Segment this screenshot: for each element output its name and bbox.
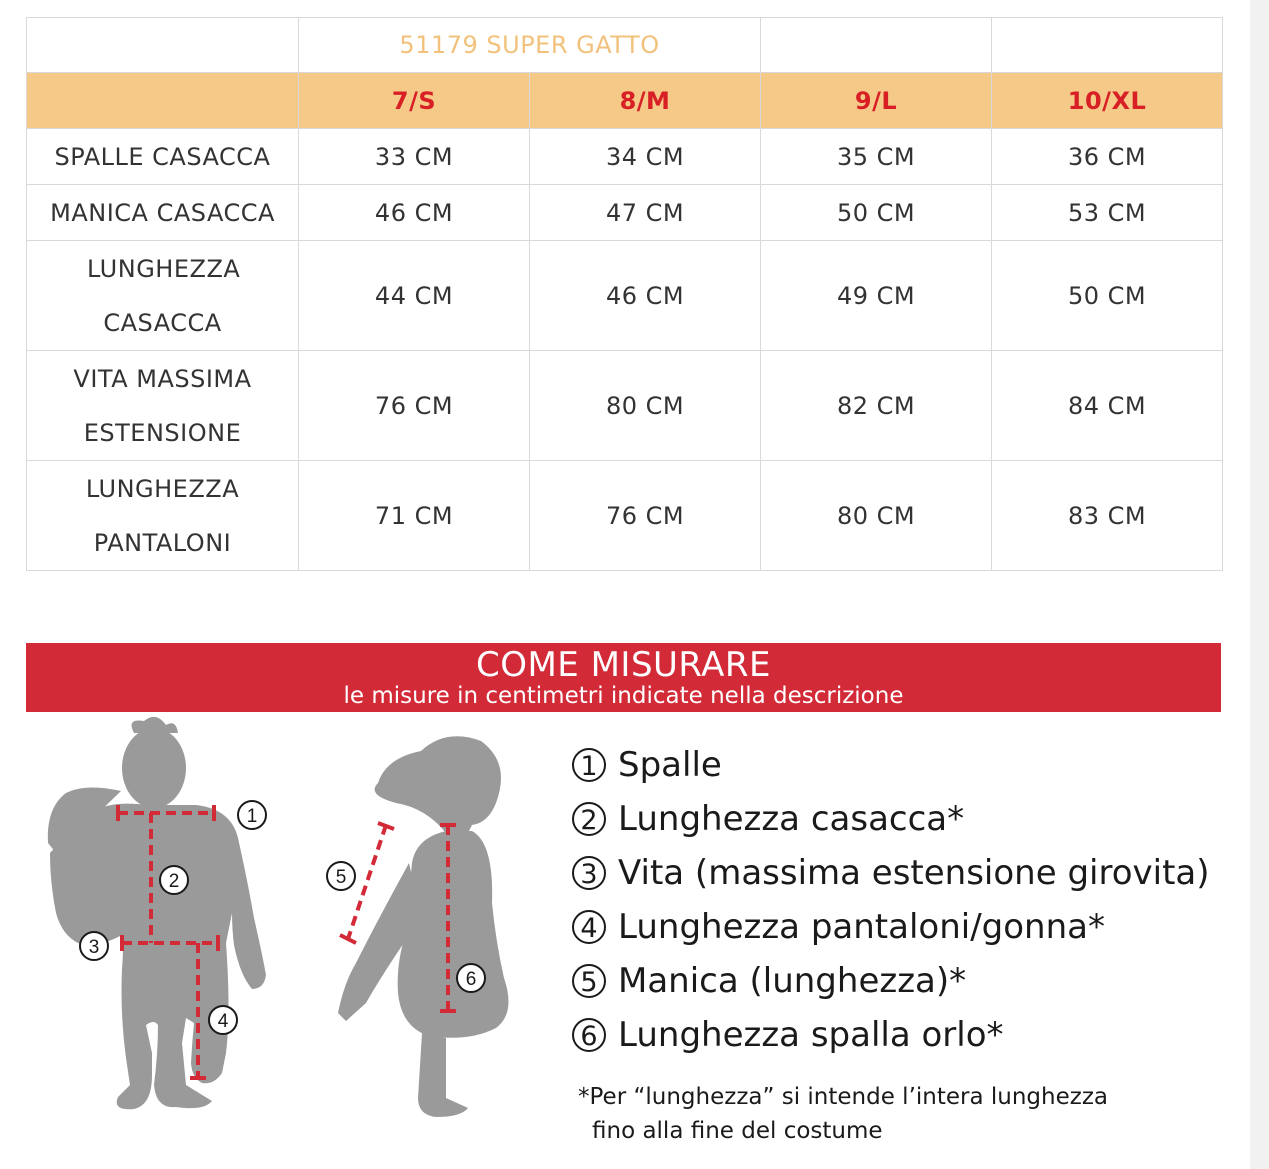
svg-text:1: 1	[246, 806, 258, 827]
legend-number: 6	[572, 1018, 606, 1052]
measure-cell: 46 CM	[530, 241, 761, 351]
front-child-silhouette	[48, 717, 266, 1109]
figure-marker-6	[457, 964, 485, 992]
measurement-figures	[26, 713, 546, 1169]
measure-cell: 53 CM	[992, 185, 1223, 241]
svg-text:5: 5	[335, 867, 347, 888]
banner-title: COME MISURARE	[475, 645, 772, 685]
table-title-row	[27, 18, 1223, 73]
size-header-row	[27, 73, 1223, 129]
legend-number: 5	[572, 964, 606, 998]
size-header: 7/S	[299, 73, 530, 129]
legend-item	[572, 954, 1232, 1008]
legend-item	[572, 900, 1232, 954]
measure-cell: 50 CM	[992, 241, 1223, 351]
measure-cell: 47 CM	[530, 185, 761, 241]
measure-cell: 80 CM	[530, 351, 761, 461]
empty-cell	[27, 18, 299, 73]
product-title: 51179 SUPER GATTO	[299, 18, 761, 73]
row-label: MANICA CASACCA	[27, 185, 299, 241]
row-label: LUNGHEZZA CASACCA	[27, 241, 299, 351]
legend-item	[572, 1008, 1232, 1062]
measure-cell: 83 CM	[992, 461, 1223, 571]
table-row	[27, 185, 1223, 241]
row-label: VITA MASSIMA ESTENSIONE	[27, 351, 299, 461]
table-row	[27, 129, 1223, 185]
scrollbar-track[interactable]	[1250, 0, 1269, 1169]
measure-cell: 76 CM	[299, 351, 530, 461]
svg-text:2: 2	[168, 871, 180, 892]
measure-cell: 71 CM	[299, 461, 530, 571]
legend-item	[572, 738, 1232, 792]
measure-cell: 44 CM	[299, 241, 530, 351]
svg-text:3: 3	[88, 937, 100, 958]
table-row	[27, 241, 1223, 351]
legend-number: 3	[572, 856, 606, 890]
legend-number: 4	[572, 910, 606, 944]
measure-cell: 76 CM	[530, 461, 761, 571]
how-to-measure-banner	[26, 643, 1221, 712]
row-label: LUNGHEZZA PANTALONI	[27, 461, 299, 571]
measure-cell: 36 CM	[992, 129, 1223, 185]
measure-cell: 82 CM	[761, 351, 992, 461]
legend-label: Vita (massima estensione girovita)	[618, 853, 1210, 893]
size-header: 10/XL	[992, 73, 1223, 129]
measure-cell: 35 CM	[761, 129, 992, 185]
length-note	[578, 1080, 1218, 1148]
legend-number: 1	[572, 748, 606, 782]
empty-cell	[761, 18, 992, 73]
legend-label: Lunghezza casacca*	[618, 799, 965, 839]
size-table	[26, 17, 1223, 571]
figure-marker-5	[327, 862, 355, 890]
empty-header-cell	[27, 73, 299, 129]
measure-cell: 50 CM	[761, 185, 992, 241]
banner-subtitle: le misure in centimetri indicate nella descrizione	[343, 683, 904, 709]
measure-cell: 46 CM	[299, 185, 530, 241]
legend-label: Spalle	[618, 745, 722, 785]
svg-text:4: 4	[217, 1011, 229, 1032]
measure-cell: 49 CM	[761, 241, 992, 351]
side-child-silhouette	[335, 736, 509, 1117]
figure-marker-1	[238, 801, 266, 829]
measure-cell: 33 CM	[299, 129, 530, 185]
size-header: 9/L	[761, 73, 992, 129]
legend-label: Lunghezza spalla orlo*	[618, 1015, 1004, 1055]
measure-cell: 84 CM	[992, 351, 1223, 461]
size-header: 8/M	[530, 73, 761, 129]
table-row	[27, 461, 1223, 571]
figure-marker-2	[160, 866, 188, 894]
legend-label: Manica (lunghezza)*	[618, 961, 967, 1001]
figure-marker-3	[80, 932, 108, 960]
table-row	[27, 351, 1223, 461]
note-line: *Per “lunghezza” si intende l’intera lunghezza	[578, 1084, 1108, 1110]
legend-label: Lunghezza pantaloni/gonna*	[618, 907, 1105, 947]
legend-item	[572, 792, 1232, 846]
empty-cell	[992, 18, 1223, 73]
note-line: fino alla fine del costume	[592, 1118, 883, 1144]
row-label: SPALLE CASACCA	[27, 129, 299, 185]
svg-text:6: 6	[465, 969, 477, 990]
measure-legend	[572, 738, 1232, 1062]
legend-item	[572, 846, 1232, 900]
how-to-measure-section	[26, 643, 1221, 1169]
measure-cell: 34 CM	[530, 129, 761, 185]
measure-cell: 80 CM	[761, 461, 992, 571]
legend-number: 2	[572, 802, 606, 836]
figure-marker-4	[209, 1006, 237, 1034]
